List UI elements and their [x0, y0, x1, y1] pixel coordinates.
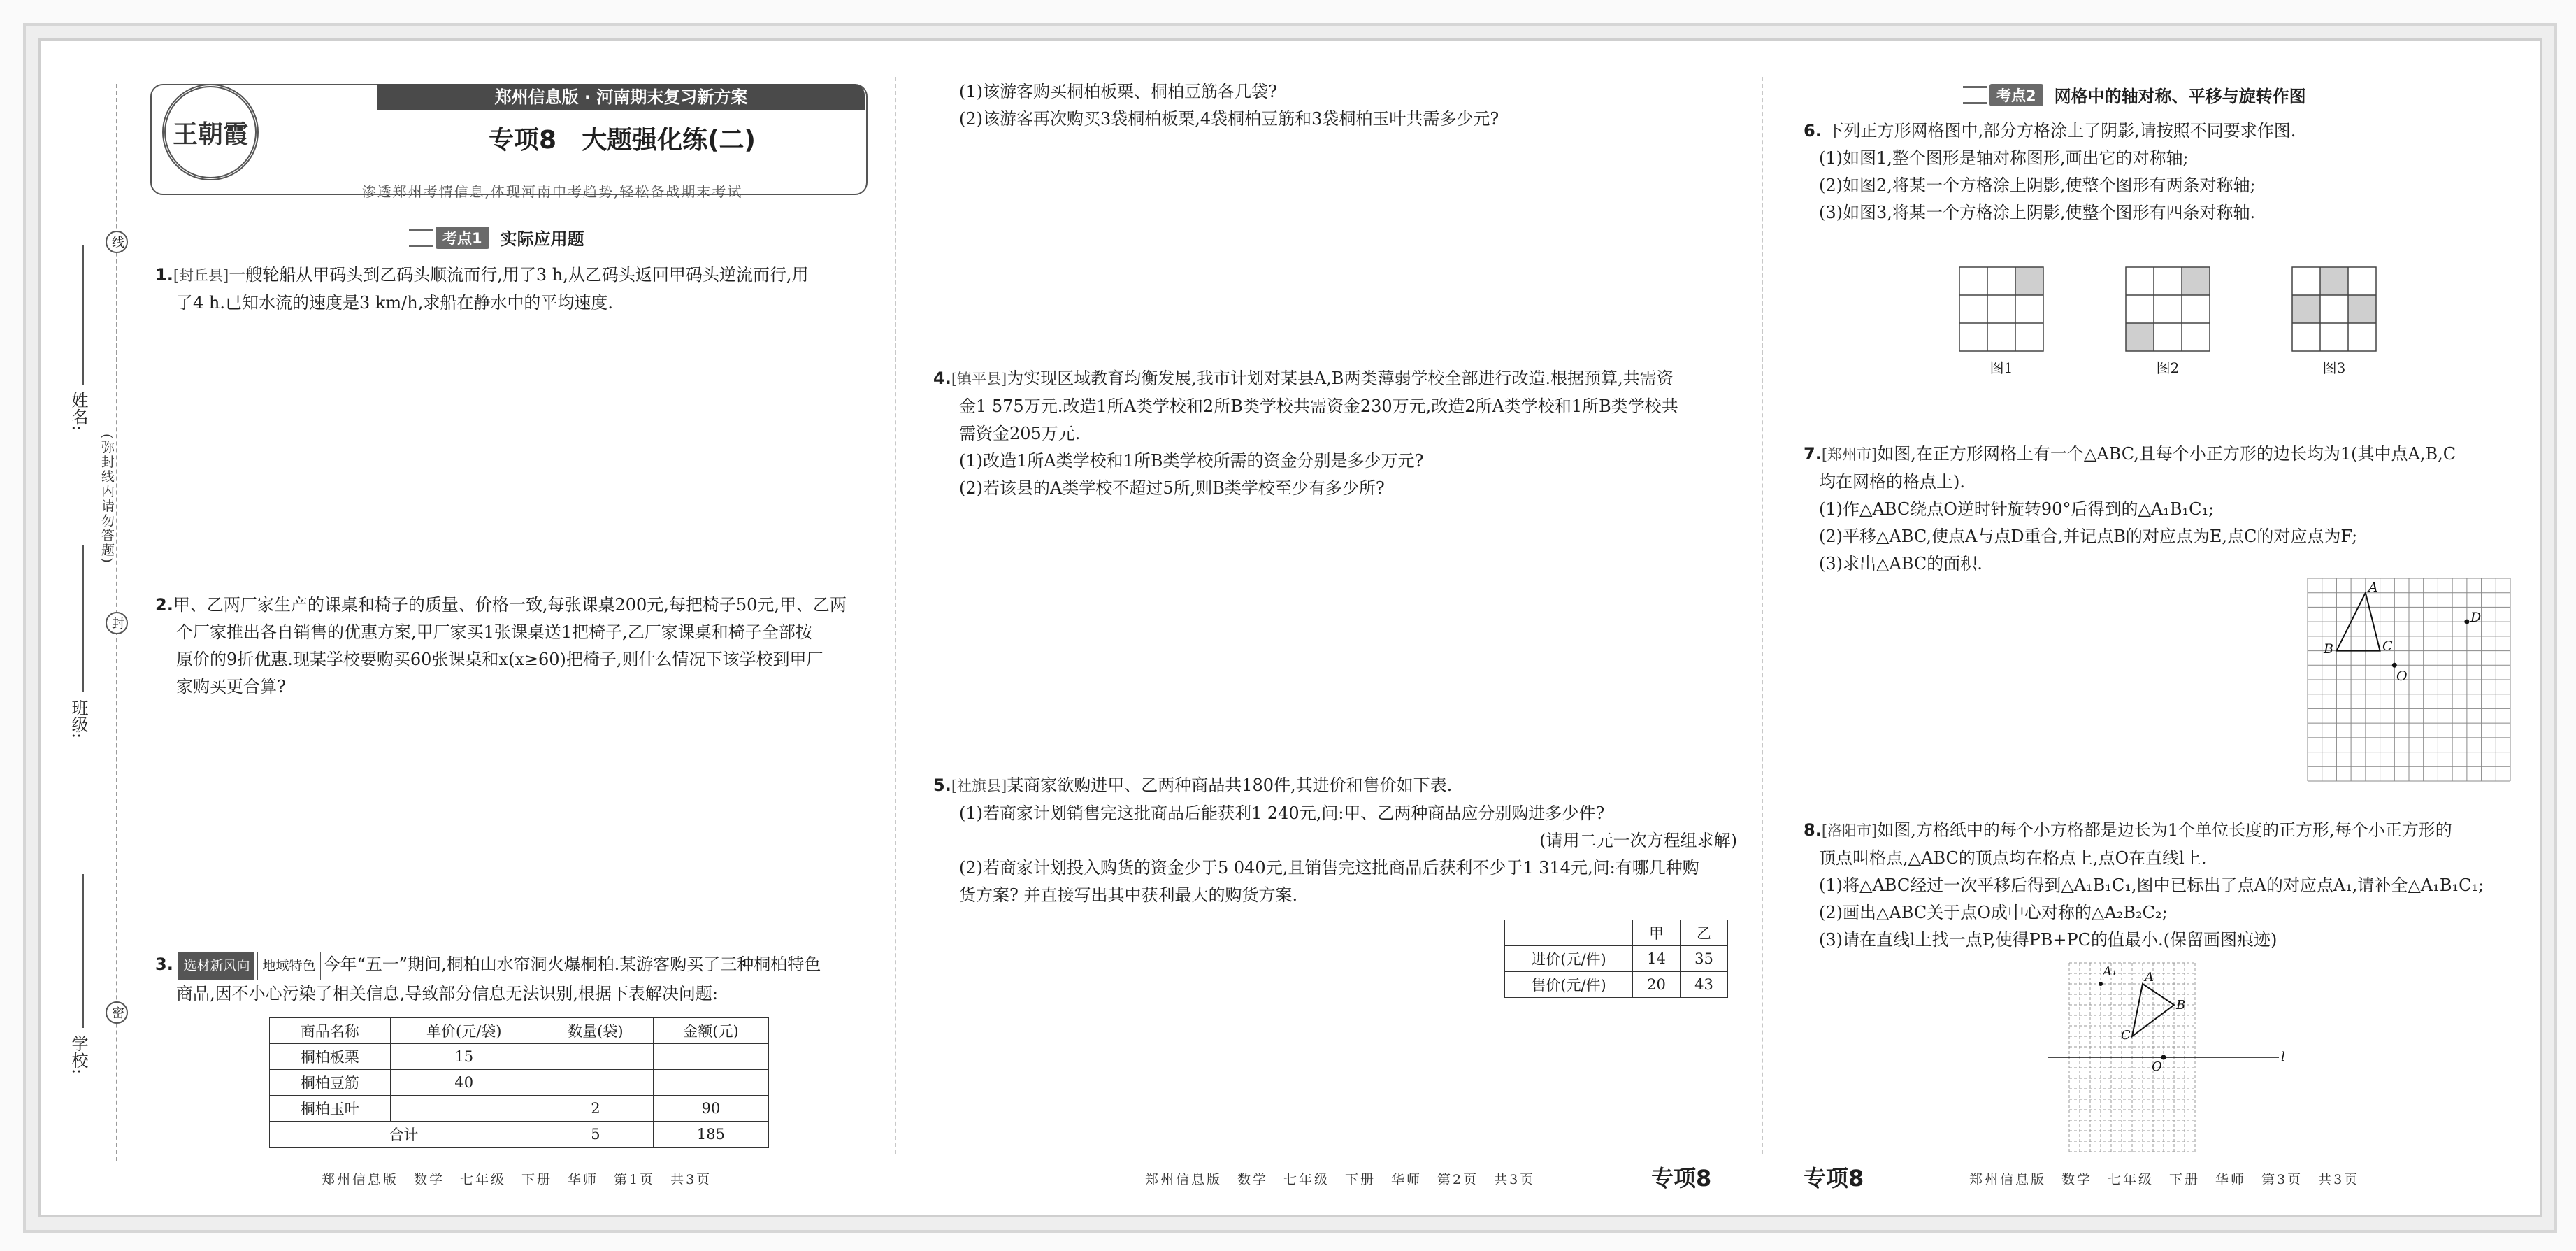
column-divider-2: [1762, 77, 1763, 1154]
table-cell: 14: [1633, 946, 1681, 972]
figure-2-grid: [2125, 266, 2210, 352]
seal-mark-secret: 密: [106, 1001, 128, 1024]
question-number: 4.: [933, 369, 951, 388]
question-text: 需资金205万元.: [959, 424, 1081, 443]
table-row: [270, 1044, 769, 1070]
table-header: 单价(元/袋): [390, 1018, 538, 1044]
region-tag: [镇平县]: [951, 371, 1007, 387]
figure-caption: 图2: [2156, 359, 2180, 376]
question-text: (1)作△ABC绕点O逆时针旋转90°后得到的△A₁B₁C₁;: [1819, 499, 2215, 519]
table-cell: 2: [538, 1096, 653, 1122]
table-cell: 40: [390, 1070, 538, 1096]
question-text: 今年“五一”期间,桐柏山水帘洞火爆桐柏.某游客购买了三种桐柏特色: [323, 955, 821, 974]
question-number: 6.: [1804, 121, 1822, 141]
name-label: 姓名:: [69, 392, 88, 431]
point-label: A: [2145, 970, 2154, 985]
table-cell: [538, 1044, 653, 1070]
question-text: 下列正方形网格图中,部分方格涂上了阴影,请按照不同要求作图.: [1827, 121, 2296, 141]
page-title: 专项8 大题强化练(二): [489, 126, 756, 155]
question-text: (2)若该县的A类学校不超过5所,则B类学校至少有多少所?: [959, 478, 1385, 498]
point-label: C: [2121, 1028, 2131, 1043]
question-number: 8.: [1804, 820, 1822, 840]
question-text: (1)改造1所A类学校和1所B类学校所需的资金分别是多少万元?: [959, 451, 1424, 471]
question-text: 个厂家推出各自销售的优惠方案,甲厂家买1张课桌送1把椅子,乙厂家课桌和椅子全部按: [176, 622, 812, 642]
question-text: 均在网格的格点上).: [1819, 472, 1965, 492]
question-text: 如图,方格纸中的每个小方格都是边长为1个单位长度的正方形,每个小正方形的: [1877, 820, 2452, 840]
point-label: B: [2324, 641, 2333, 657]
question-text: 货方案? 并直接写出其中获利最大的购货方案.: [959, 885, 1298, 905]
table-cell: [538, 1070, 653, 1096]
page-footer-3: 郑州信息版 数学 七年级 下册 华师 第3页 共3页: [1969, 1172, 2360, 1187]
question-text: (1)如图1,整个图形是轴对称图形,画出它的对称轴;: [1819, 148, 2189, 168]
table-cell: 90: [653, 1096, 768, 1122]
question-text: (3)请在直线l上找一点P,使得PB+PC的值最小.(保留画图痕迹): [1819, 930, 2278, 950]
section-badge: 考点2: [1989, 84, 2043, 106]
question-3-subs: [959, 78, 1735, 133]
question-text: 原价的9折优惠.现某学校要购买60张课桌和x(x≥60)把椅子,则什么情况下该学校到甲厂: [176, 650, 823, 669]
seal-note: (弥封线内请勿答题): [99, 434, 115, 564]
table-row: [1505, 972, 1728, 998]
table-header: 数量(袋): [538, 1018, 653, 1044]
table-header: 金额(元): [653, 1018, 768, 1044]
question-text: (2)若商家计划投入购货的资金少于5 040元,且销售完这批商品后获利不少于1 314元,问:有哪几种购: [959, 858, 1699, 878]
line-label: l: [2281, 1050, 2285, 1064]
table-header-row: [1505, 920, 1728, 946]
header-band: 郑州信息版 · 河南期末复习新方案: [377, 84, 865, 110]
table-row: [270, 1096, 769, 1122]
table-cell: 35: [1680, 946, 1727, 972]
table-cell: 桐柏豆筋: [270, 1070, 391, 1096]
table-header-row: [270, 1018, 769, 1044]
question-3: [155, 951, 882, 1008]
table-row: [1505, 946, 1728, 972]
seal-mark-seal: 封: [106, 612, 128, 634]
region-tag: [社旗县]: [951, 778, 1007, 794]
table-header: 商品名称: [270, 1018, 391, 1044]
table-cell: 合计: [270, 1122, 538, 1148]
point-label: A₁: [2103, 964, 2117, 979]
page-footer-2: 郑州信息版 数学 七年级 下册 华师 第2页 共3页: [1145, 1172, 1536, 1187]
table-cell: 桐柏板栗: [270, 1044, 391, 1070]
section-heading-2: [1963, 83, 2306, 107]
footer-section-label: 专项8: [1651, 1165, 1712, 1192]
figure-caption: 图1: [1989, 359, 2013, 376]
logo: [162, 84, 259, 180]
question-text: 甲、乙两厂家生产的课桌和椅子的质量、价格一致,每张课桌200元,每把椅子50元,甲、乙两: [173, 595, 847, 615]
point-label: B: [2176, 998, 2186, 1013]
table-cell: 桐柏玉叶: [270, 1096, 391, 1122]
school-label: 学校:: [69, 1035, 88, 1075]
question-text: 了4 h.已知水流的速度是3 km/h,求船在静水中的平均速度.: [176, 293, 613, 313]
question-4: [933, 365, 1737, 502]
question-8: [1804, 817, 2545, 954]
table-cell: [653, 1044, 768, 1070]
question-number: 2.: [155, 595, 173, 615]
question-7: [1804, 441, 2545, 578]
question-2: [155, 592, 882, 701]
question-number: 7.: [1804, 444, 1822, 464]
q8-grid-figure: [2048, 962, 2293, 1154]
figure-caption: 图3: [2322, 359, 2346, 376]
question-number: 5.: [933, 775, 951, 795]
question-text: 如图,在正方形网格上有一个△ABC,且每个小正方形的边长均为1(其中点A,B,C: [1877, 444, 2456, 464]
figure-3-grid: [2291, 266, 2377, 352]
section-badge: 考点1: [436, 227, 489, 249]
question-text: (2)画出△ABC关于点O成中心对称的△A₂B₂C₂;: [1819, 903, 2168, 922]
table-cell: 进价(元/件): [1505, 946, 1633, 972]
section-title: 实际应用题: [500, 229, 584, 249]
question-text: 商品,因不小心污染了相关信息,导致部分信息无法识别,根据下表解决问题:: [176, 984, 718, 1003]
question-text: (3)如图3,将某一个方格涂上阴影,使整个图形有四条对称轴.: [1819, 203, 2256, 222]
column-divider-1: [895, 77, 896, 1154]
table-cell: 185: [653, 1122, 768, 1148]
point-label: D: [2470, 610, 2482, 625]
table-header: 乙: [1680, 920, 1727, 946]
question-text: 金1 575万元.改造1所A类学校和2所B类学校共需资金230万元,改造2所A类学校和1所B类学校共: [959, 396, 1678, 416]
question-number: 3.: [155, 955, 173, 974]
question-text: (2)该游客再次购买3袋桐柏板栗,4袋桐柏豆筋和3袋桐柏玉叶共需多少元?: [959, 109, 1499, 129]
q7-grid-figure: [2307, 578, 2511, 782]
header-slogan: 渗透郑州考情信息,体现河南中考趋势,轻松备战期末考试: [361, 183, 743, 200]
table-cell: 43: [1680, 972, 1727, 998]
table-cell: 售价(元/件): [1505, 972, 1633, 998]
tag-chip: 地域特色: [257, 952, 320, 980]
footer-section-label: 专项8: [1804, 1165, 1864, 1192]
question-text: (1)将△ABC经过一次平移后得到△A₁B₁C₁,图中已标出了点A的对应点A₁,请补全△A₁B₁C₁;: [1819, 875, 2484, 895]
point-label: O: [2396, 669, 2408, 684]
table-cell: [390, 1096, 538, 1122]
tag-chip: 选材新风向: [178, 952, 254, 980]
point-label: A: [2368, 580, 2378, 595]
wave-icon: [409, 229, 433, 247]
question-text: 某商家欲购进甲、乙两种商品共180件,其进价和售价如下表.: [1007, 775, 1453, 795]
question-5: [933, 772, 1737, 909]
point-label: O: [2152, 1059, 2162, 1074]
region-tag: [洛阳市]: [1821, 822, 1878, 839]
section-heading-1: [409, 225, 584, 250]
table-cell: 15: [390, 1044, 538, 1070]
table-header: 甲: [1633, 920, 1681, 946]
region-tag: [郑州市]: [1821, 446, 1878, 463]
page-footer-1: 郑州信息版 数学 七年级 下册 华师 第1页 共3页: [322, 1172, 712, 1187]
section-title: 网格中的轴对称、平移与旋转作图: [2054, 87, 2306, 106]
table-cell: 20: [1633, 972, 1681, 998]
table-row: [270, 1122, 769, 1148]
question-text: (2)平移△ABC,使点A与点D重合,并记点B的对应点为E,点C的对应点为F;: [1819, 527, 2358, 546]
question-text: 顶点叫格点,△ABC的顶点均在格点上,点O在直线l上.: [1819, 848, 2207, 868]
table-cell: 5: [538, 1122, 653, 1148]
seal-mark-line: 线: [106, 231, 128, 253]
point-label: C: [2382, 638, 2393, 654]
question-text: (3)求出△ABC的面积.: [1819, 554, 1983, 573]
question-text: 一艘轮船从甲码头到乙码头顺流而行,用了3 h,从乙码头返回甲码头逆流而行,用: [229, 265, 809, 285]
class-label: 班级:: [69, 699, 88, 739]
question-text: 为实现区域教育均衡发展,我市计划对某县A,B两类薄弱学校全部进行改造.根据预算,共需资: [1007, 369, 1674, 388]
question-number: 1.: [155, 265, 173, 285]
class-field[interactable]: [82, 545, 84, 692]
question-text: (1)若商家计划销售完这批商品后能获利1 240元,问:甲、乙两种商品应分别购进多少件?: [959, 803, 1605, 823]
question-hint: (请用二元一次方程组求解): [1539, 831, 1737, 850]
wave-icon: [1963, 86, 1987, 104]
question-1: [155, 262, 882, 317]
question-6: [1804, 117, 2545, 227]
table-header: [1505, 920, 1633, 946]
region-tag: [封丘县]: [173, 267, 229, 284]
table-cell: [653, 1070, 768, 1096]
question-text: (2)如图2,将某一个方格涂上阴影,使整个图形有两条对称轴;: [1819, 176, 2256, 195]
question-text: (1)该游客购买桐柏板栗、桐柏豆筋各几袋?: [959, 82, 1277, 101]
school-field[interactable]: [82, 874, 84, 1028]
name-field[interactable]: [82, 245, 84, 385]
figure-1-grid: [1959, 266, 2044, 352]
logo-text: 王朝霞: [172, 119, 248, 149]
product-table: [269, 1017, 769, 1148]
table-row: [270, 1070, 769, 1096]
question-text: 家购买更合算?: [176, 677, 286, 696]
price-table: [1504, 920, 1728, 998]
